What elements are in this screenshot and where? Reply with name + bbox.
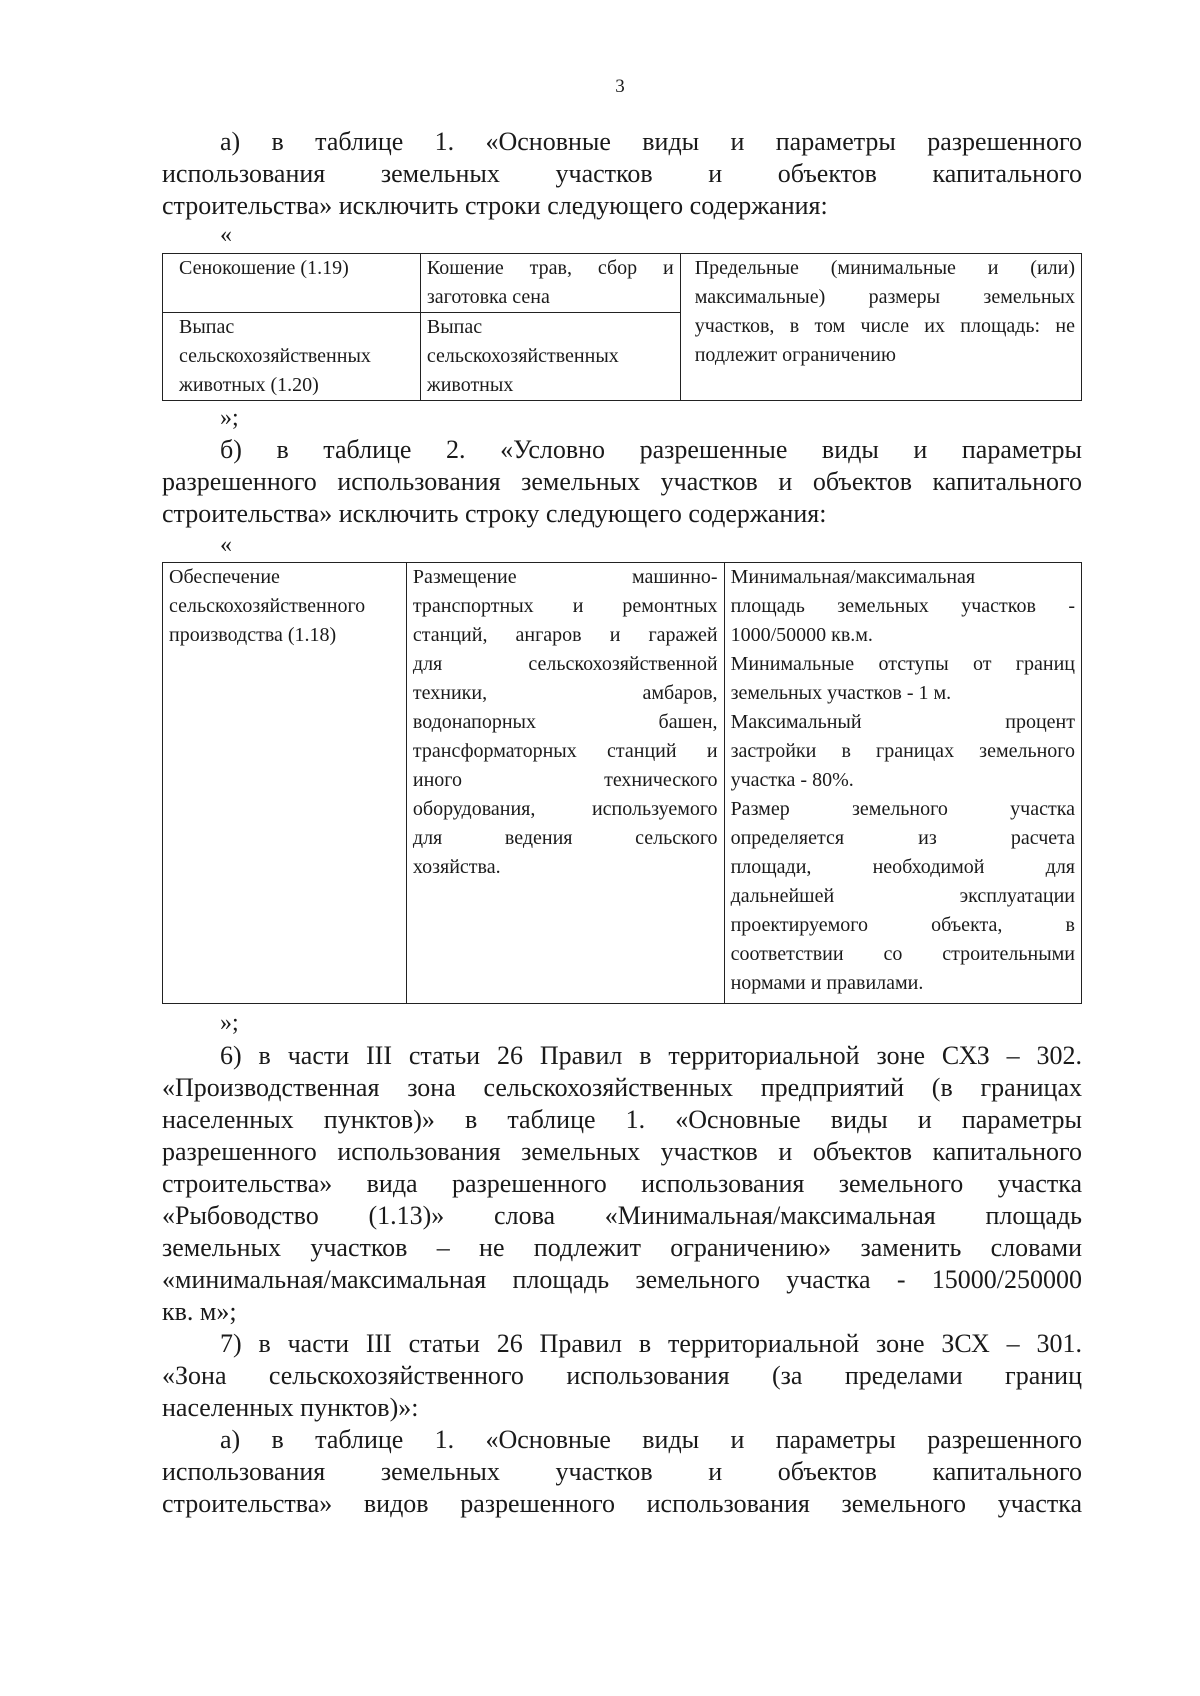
text-line: строительства» вида разрешенного использования земельного участка [162, 1169, 1082, 1198]
text-line: земельных участков – не подлежит ограничению» заменить словами [162, 1233, 1082, 1262]
table-cell: Минимальная/максимальная площадь земельных участков - 1000/50000 кв.м. Минимальные отступы от границ земельных участков - 1 м. Максимальный процент застройки в границах земельного участка - 80%. Размер земельного участка определяется из расчета площади, необходимой для дальнейшей эксплуатации проектируемого объекта, в соответствии со строительными нормами и правилами. [724, 563, 1081, 1004]
table-excluded-rows-1 [162, 253, 1082, 401]
paragraph-7 [162, 1328, 1082, 1424]
paragraph-b-table2 [162, 434, 1082, 530]
table-cell: Предельные (минимальные и (или) максимальные) размеры земельных участков, в том числе их площадь: не подлежит ограничению [680, 254, 1081, 401]
text-line: строительства» исключить строки следующего содержания: [162, 191, 828, 220]
text-line: кв. м»; [162, 1297, 237, 1326]
quote-open: « [220, 532, 232, 558]
text-line: населенных пунктов)» в таблице 1. «Основные виды и параметры [162, 1105, 1082, 1134]
text-line: б) в таблице 2. «Условно разрешенные виды и параметры [220, 435, 1082, 464]
text-line: разрешенного использования земельных участков и объектов капитального [162, 1137, 1082, 1166]
text-line: «Рыбоводство (1.13)» слова «Минимальная/максимальная площадь [162, 1201, 1082, 1230]
text-line: разрешенного использования земельных участков и объектов капитального [162, 467, 1082, 496]
paragraph-6 [162, 1040, 1082, 1328]
paragraph-a-table1-zone [162, 1424, 1082, 1520]
quote-open: « [220, 222, 232, 248]
text-line: населенных пунктов)»: [162, 1393, 419, 1422]
text-line: 6) в части III статьи 26 Правил в территориальной зоне СХЗ – 302. [220, 1041, 1082, 1070]
text-line: строительства» исключить строку следующего содержания: [162, 499, 827, 528]
table-excluded-row-2 [162, 562, 1082, 1004]
table-cell: Выпас сельскохозяйственных животных [420, 313, 680, 401]
text-line: 7) в части III статьи 26 Правил в территориальной зоне ЗСХ – 301. [220, 1329, 1082, 1358]
text-line: использования земельных участков и объектов капитального [162, 1457, 1082, 1486]
text-line: использования земельных участков и объектов капитального [162, 159, 1082, 188]
table-cell: Сенокошение (1.19) [163, 254, 421, 313]
page-number: 3 [615, 76, 625, 97]
text-line: строительства» видов разрешенного использования земельного участка [162, 1489, 1082, 1518]
table-cell: Обеспечение сельскохозяйственного производства (1.18) [163, 563, 407, 1004]
text-line: «минимальная/максимальная площадь земельного участка - 15000/250000 [162, 1265, 1082, 1294]
text-line: «Производственная зона сельскохозяйственных предприятий (в границах [162, 1073, 1082, 1102]
paragraph-a-table1 [162, 126, 1082, 222]
quote-close: »; [220, 1010, 239, 1036]
table-cell: Кошение трав, сбор и заготовка сена [420, 254, 680, 313]
text-line: а) в таблице 1. «Основные виды и параметры разрешенного [220, 1425, 1082, 1454]
quote-close: »; [220, 405, 239, 431]
table-cell: Размещение машинно- транспортных и ремонтных станций, ангаров и гаражей для сельскохозяйственной техники, амбаров, водонапорных башен, трансформаторных станций и иного технического оборудования, используемого для ведения сельского хозяйства. [406, 563, 724, 1004]
text-line: «Зона сельскохозяйственного использования (за пределами границ [162, 1361, 1082, 1390]
text-line: а) в таблице 1. «Основные виды и параметры разрешенного [220, 127, 1082, 156]
table-cell: Выпас сельскохозяйственных животных (1.20) [163, 313, 421, 401]
